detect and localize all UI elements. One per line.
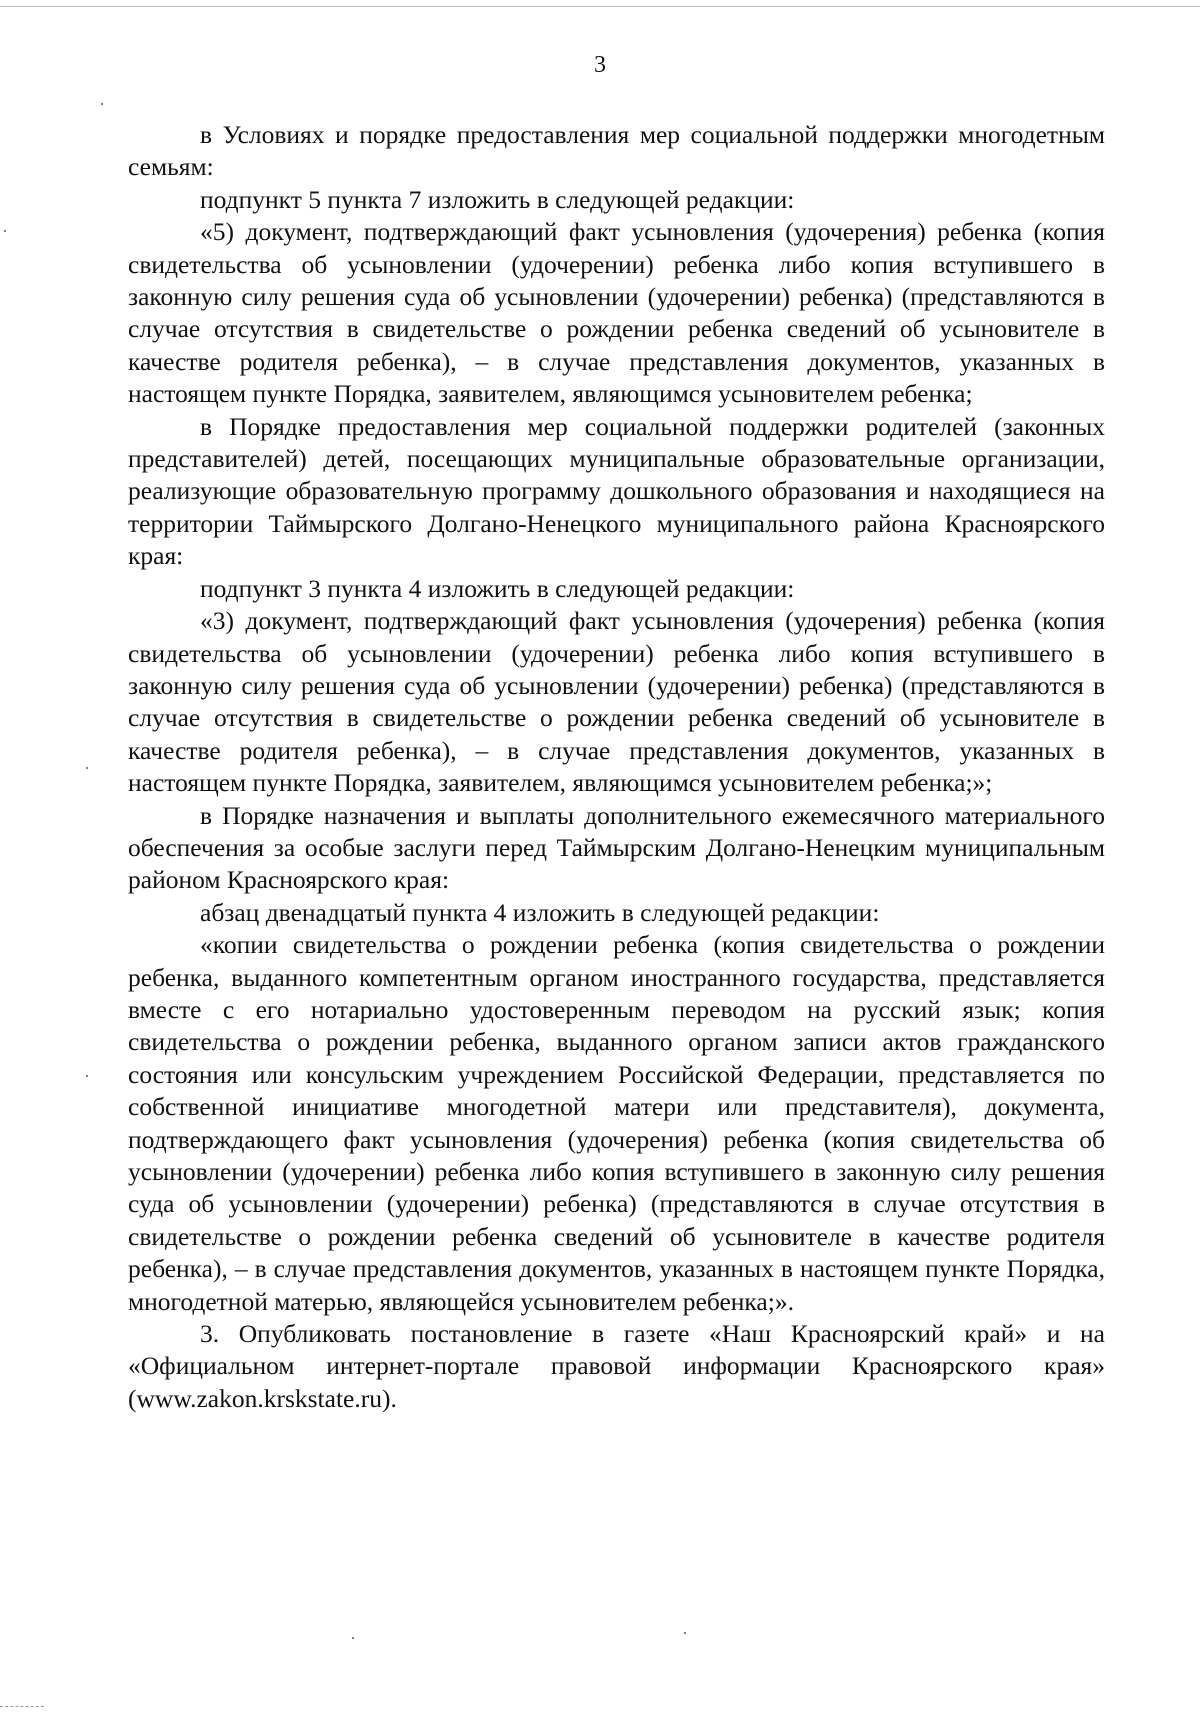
scan-speck [4, 230, 6, 232]
paragraph-twelfth-abzac-text: «копии свидетельства о рождении ребенка (копия свидетельства о рождении ребенка, выданного компетентным органом иностранного государства, представляется вместе с его нотариально удостоверенным переводом на русский язык; копия свидетельства о рождении ребенка, выданного органом записи актов гражданского состояния или консульским учреждением Российской Федерации, представляется по собственной инициативе многодетной матери или представителя), документа, подтверждающего факт усыновления (удочерения) ребенка (копия свидетельства об усыновлении (удочерении) ребенка либо копия вступившего в законную силу решения суда об усыновлении (удочерении) ребенка) (представляются в случае отсутствия в свидетельстве о рождении ребенка сведений об усыновителе в качестве родителя ребенка), – в случае представления документов, указанных в настоящем пункте Порядка, многодетной матерью, являющейся усыновителем ребенка;». [128, 930, 1105, 1316]
scan-speck [86, 1075, 88, 1077]
scan-speck [352, 1637, 354, 1639]
paragraph-monthly-payment-order: в Порядке назначения и выплаты дополнительного ежемесячного материального обеспечения за особые заслуги перед Таймырским Долгано-Ненецким муниципальным районом Красноярского края: [128, 800, 1105, 895]
page-number: 3 [594, 52, 606, 78]
scan-top-edge [0, 6, 1200, 7]
paragraph-subclause-5-text: «5) документ, подтверждающий факт усыновления (удочерения) ребенка (копия свидетельства об усыновлении (удочерении) ребенка либо копия вступившего в законную силу решения суда об усыновлении (удочерении) ребенка) (представляются в случае отсутствия в свидетельстве о рождении ребенка сведений об усыновителе в качестве родителя ребенка), – в случае представления документов, указанных в настоящем пункте Порядка, заявителем, являющимся усыновителем ребенка; [128, 217, 1105, 409]
scan-speck [86, 767, 88, 769]
paragraph-amend-subclause-3: подпункт 3 пункта 4 изложить в следующей редакции: [200, 573, 795, 603]
paragraph-preschool-support-order: в Порядке предоставления мер социальной поддержки родителей (законных представителей) детей, посещающих муниципальные образовательные организации, реализующие образовательную программу дошкольного образования и находящиеся на территории Таймырского Долгано-Ненецкого муниципального района Красноярского края: [128, 411, 1105, 571]
paragraph-amend-subclause-5: подпункт 5 пункта 7 изложить в следующей редакции: [200, 184, 795, 214]
paragraph-amend-twelfth-abzac: абзац двенадцатый пункта 4 изложить в следующей редакции: [200, 897, 880, 927]
scan-bottom-edge [0, 1706, 44, 1707]
document-body [128, 119, 1105, 1415]
paragraph-publication-clause: 3. Опубликовать постановление в газете «Наш Красноярский край» и на «Официальном интернет-портале правовой информации Красноярского края» (www.zakon.krskstate.ru). [128, 1319, 1105, 1413]
scan-speck [101, 103, 103, 105]
scan-speck [684, 1632, 686, 1634]
paragraph-subclause-3-text: «3) документ, подтверждающий факт усыновления (удочерения) ребенка (копия свидетельства об усыновлении (удочерении) ребенка либо копия вступившего в законную силу решения суда об усыновлении (удочерении) ребенка) (представляются в случае отсутствия в свидетельстве о рождении ребенка сведений об усыновителе в качестве родителя ребенка), – в случае представления документов, указанных в настоящем пункте Порядка, заявителем, являющимся усыновителем ребенка;»; [128, 606, 1105, 798]
paragraph-conditions-large-families: в Условиях и порядке предоставления мер социальной поддержки многодетным семьям: [128, 120, 1105, 182]
